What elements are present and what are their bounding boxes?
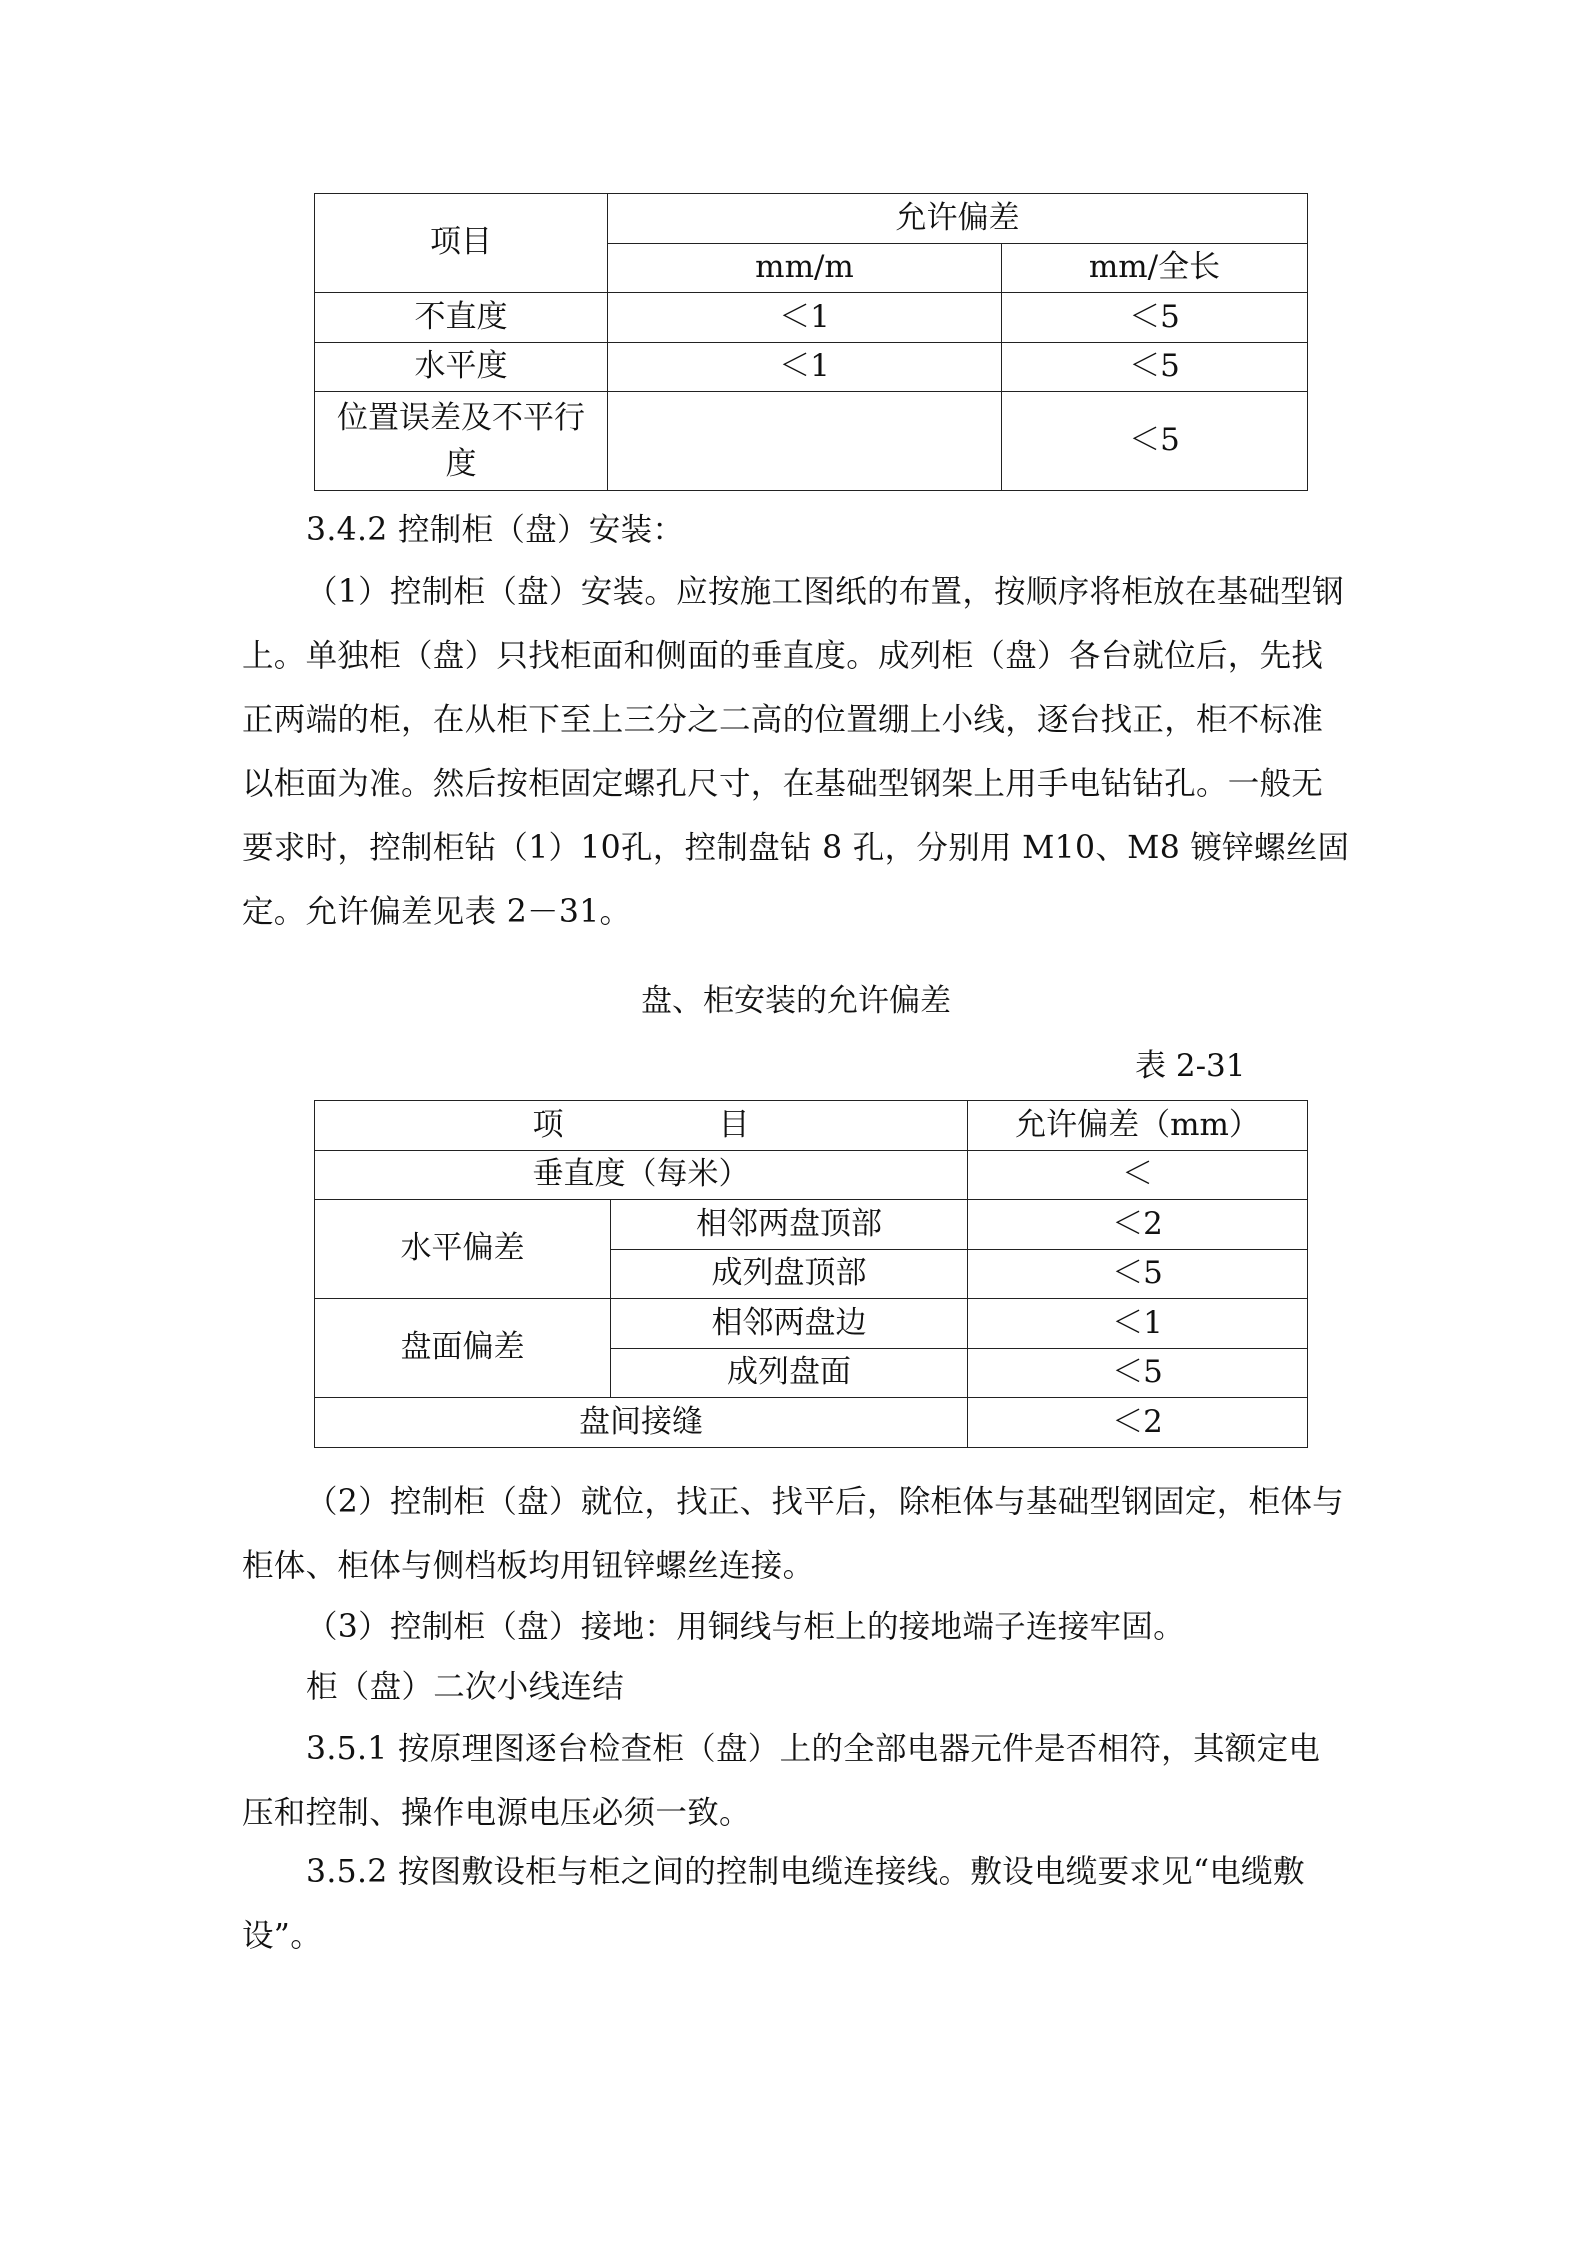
table1-row-item: 不直度 [315,293,608,343]
table1-row-full: ＜5 [1002,392,1308,491]
table2-value: ＜5 [968,1250,1308,1299]
table2-value: ＜5 [968,1349,1308,1398]
table1-row-per-m [608,392,1002,491]
table2-joint-label: 盘间接缝 [315,1398,968,1448]
section-heading-3-4-2: 3.4.2 控制柜（盘）安装： [306,512,685,548]
table2-value: ＜2 [968,1200,1308,1250]
table2-vertical-label: 垂直度（每米） [315,1151,968,1200]
table1-header-item: 项目 [315,194,608,293]
tolerance-table-1 [314,193,1308,491]
heading-secondary-wiring: 柜（盘）二次小线连结 [306,1669,625,1705]
table1-subheader-mm-full-length: mm/全长 [1002,244,1308,293]
table2-value: ＜1 [968,1299,1308,1349]
paragraph-3-5-2: 3.5.2 按图敷设柜与柜之间的控制电缆连接线。敷设电缆要求见“电缆敷设”。 [242,1854,1305,1954]
paragraph-cabinet-installation: （1）控制柜（盘）安装。应按施工图纸的布置，按顺序将柜放在基础型钢上。单独柜（盘）只找柜面和侧面的垂直度。成列柜（盘）各台就位后，先找正两端的柜，在从柜下至上三分之二高的位置绷上小线，逐台找正，柜不标准以柜面为准。然后按柜固定螺孔尺寸，在基础型钢架上用手电钻钻孔。一般无要求时，控制柜钻（1）10孔，控制盘钻 8 孔，分别用 M10、M8 镀锌螺丝固定。允许偏差见表 2－31。 [242,574,1350,930]
table2-joint-value: ＜2 [968,1398,1308,1448]
table1-header-tolerance: 允许偏差 [608,194,1308,244]
table2-sub-item: 成列盘面 [611,1349,968,1398]
tolerance-table-2 [314,1100,1308,1448]
table2-header-item: 项 目 [315,1101,968,1151]
table1-row-full: ＜5 [1002,343,1308,392]
table2-sub-item: 相邻两盘顶部 [611,1200,968,1250]
table1-row-per-m: ＜1 [608,293,1002,343]
table2-title: 盘、柜安装的允许偏差 [641,983,951,1019]
table1-row-item: 位置误差及不平行度 [315,392,608,491]
table1-subheader-mm-per-m: mm/m [608,244,1002,293]
table2-header-tolerance: 允许偏差（mm） [968,1101,1308,1151]
table2-sub-item: 相邻两盘边 [611,1299,968,1349]
paragraph-cabinet-positioning: （2）控制柜（盘）就位，找正、找平后，除柜体与基础型钢固定，柜体与柜体、柜体与侧档板均用钮锌螺丝连接。 [242,1484,1344,1584]
paragraph-cabinet-grounding: （3）控制柜（盘）接地：用铜线与柜上的接地端子连接牢固。 [306,1609,1185,1645]
table2-number: 表 2-31 [1135,1048,1246,1084]
table2-horizontal-group: 水平偏差 [315,1200,611,1299]
table1-row-item: 水平度 [315,343,608,392]
table2-vertical-value: ＜ [968,1151,1308,1200]
table1-row-per-m: ＜1 [608,343,1002,392]
table1-row-full: ＜5 [1002,293,1308,343]
paragraph-3-5-1: 3.5.1 按原理图逐台检查柜（盘）上的全部电器元件是否相符，其额定电压和控制、操作电源电压必须一致。 [242,1731,1321,1831]
table2-sub-item: 成列盘顶部 [611,1250,968,1299]
table2-face-group: 盘面偏差 [315,1299,611,1398]
